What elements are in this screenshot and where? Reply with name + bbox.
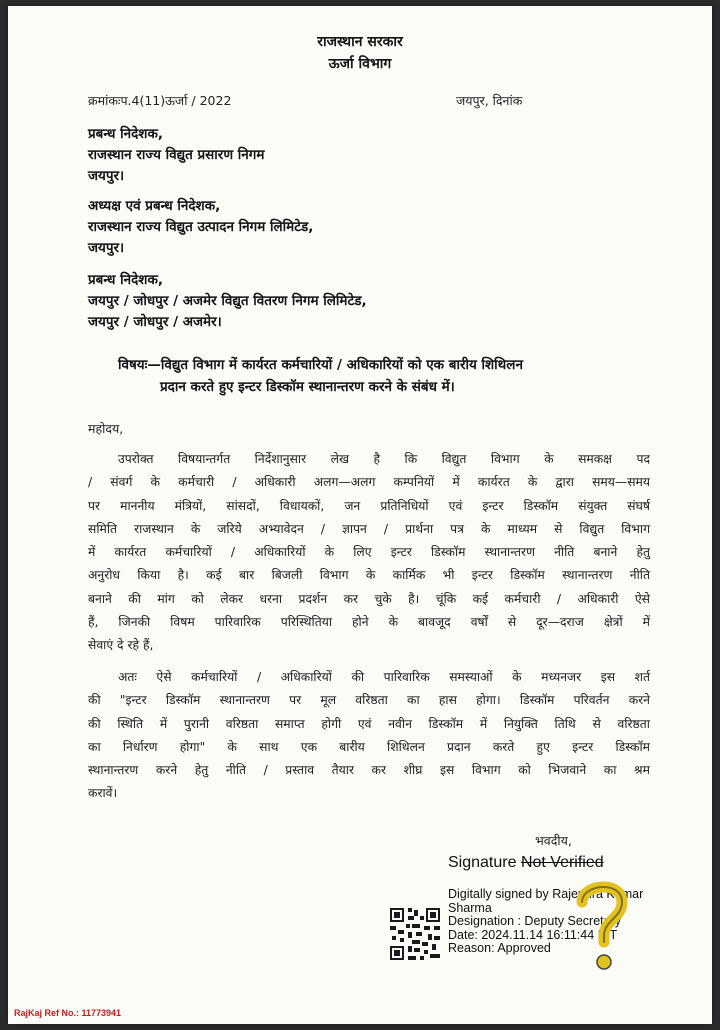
paragraph-1 (88, 448, 650, 658)
signature-status-prefix: Signature (448, 854, 521, 871)
addressee-line: जयपुर। (88, 240, 125, 256)
addressee-line: जयपुर। (88, 168, 125, 184)
signature-status (448, 854, 604, 872)
signer-designation: Designation : Deputy Secretary (448, 914, 622, 928)
question-mark-icon (574, 878, 630, 974)
subject-line-1: विषयः—विद्युत विभाग में कार्यरत कर्मचारियों / अधिकारियों को एक बारीय शिथिलन (118, 357, 523, 373)
paragraph-line: बनाने की मांग को लेकर धरना प्रदर्शन कर चुके है। चूंकि कई कर्मचारी / अधिकारी ऐसे (88, 591, 650, 606)
paragraph-line: सेवाएं दे रहे हैं, (88, 638, 154, 653)
digitally-signed-by: Digitally signed by Rajendra Kumar (448, 887, 644, 901)
paragraph-2 (88, 666, 650, 806)
paragraph-line: में कार्यरत कर्मचारियों / अधिकारियों के लिए इन्टर डिस्कॉम स्थानान्तरण नीति बनाने हेतु (88, 545, 650, 560)
paragraph-line: करावें। (88, 786, 118, 801)
paragraph-line: स्थानान्तरण करने हेतु नीति / प्रस्ताव तैयार कर शीघ्र इस विभाग को भिजवाने का श्रम (88, 763, 650, 778)
place-date: जयपुर, दिनांक (456, 93, 523, 108)
paragraph-line: पर माननीय मंत्रियों, सांसदों, विधायकों, जन प्रतिनिधियों एवं इन्टर डिस्कॉम संयुक्त संघर्ष (88, 498, 650, 513)
paragraph-line: अनुरोध किया है। कई बार बिजली विभाग के कार्मिक भी इन्टर डिस्कॉम स्थानान्तरण नीति (88, 568, 650, 583)
paragraph-line: की "इन्टर डिस्कॉम स्थानान्तरण पर मूल वरिष्ठता का हास होगा। डिस्कॉम परिवर्तन करने (88, 693, 650, 708)
addressee-line: जयपुर / जोधपुर / अजमेर। (88, 314, 222, 330)
signature-reason: Reason: Approved (448, 941, 551, 955)
addressee-1 (88, 124, 264, 187)
reference-number: क्रमांकःप.4(11)ऊर्जा / 2022 (88, 93, 232, 108)
paragraph-line: अतः ऐसे कर्मचारियों / अधिकारियों की पारिवारिक समस्याओं के मध्यनजर इस शर्त (118, 670, 650, 684)
addressee-line: जयपुर / जोधपुर / अजमेर विद्युत वितरण निगम लिमिटेड, (88, 293, 367, 309)
addressee-line: प्रबन्ध निदेशक, (88, 126, 163, 142)
paragraph-line: हैं, जिनकी विषम पारिवारिक परिस्थितिया होने के बावजूद वर्षों से दूर—दराज क्षेत्रों में (88, 615, 650, 630)
letter-sheet (8, 6, 712, 1024)
paragraph-line: उपरोक्त विषयान्तर्गत निर्देशानुसार लेख है कि विद्युत विभाग के समकक्ष पद (118, 452, 650, 466)
paragraph-line: समिति राजस्थान के जरिये अभ्यावेदन / ज्ञापन / प्रार्थना पत्र के माध्यम से विद्युत विभाग (88, 521, 650, 536)
signer-surname: Sharma (448, 900, 492, 915)
signature-date: Date: 2024.11.14 16:11:44 IST (448, 927, 618, 942)
addressee-3 (88, 270, 367, 333)
rajkaj-ref: RajKaj Ref No.: 11773941 (14, 1008, 122, 1018)
paragraph-line: की स्थिति में पुरानी वरिष्ठता समाप्त होगी एवं नवीन डिस्कॉम में नियुक्ति तिथि से वरिष्ठता (88, 716, 650, 731)
addressee-line: राजस्थान राज्य विद्युत प्रसारण निगम (88, 147, 265, 163)
closing: भवदीय, (535, 833, 572, 848)
addressee-line: प्रबन्ध निदेशक, (88, 272, 163, 288)
addressee-line: राजस्थान राज्य विद्युत उत्पादन निगम लिमिटेड, (88, 219, 314, 235)
paragraph-line: / संवर्ग के कर्मचारी / अधिकारी अलग—अलग कम्पनियों में कार्यरत के द्वारा समय—समय (88, 475, 650, 490)
header-department: ऊर्जा विभाग (328, 56, 392, 72)
addressee-2 (88, 196, 313, 259)
qr-code-icon (388, 906, 442, 962)
paragraph-line: का निर्धारण होगा" के साथ एक बारीय शिथिलन प्रदान करते हुए इन्टर डिस्कॉम (88, 739, 650, 754)
subject-line-2: प्रदान करते हुए इन्टर डिस्कॉम स्थानान्तरण करने के संबंध में। (160, 379, 455, 395)
signature-not-verified: Not Verified (520, 854, 604, 871)
subject (118, 354, 638, 398)
addressee-line: अध्यक्ष एवं प्रबन्ध निदेशक, (88, 198, 221, 214)
header-government: राजस्थान सरकार (317, 34, 403, 50)
salutation: महोदय, (88, 421, 124, 436)
